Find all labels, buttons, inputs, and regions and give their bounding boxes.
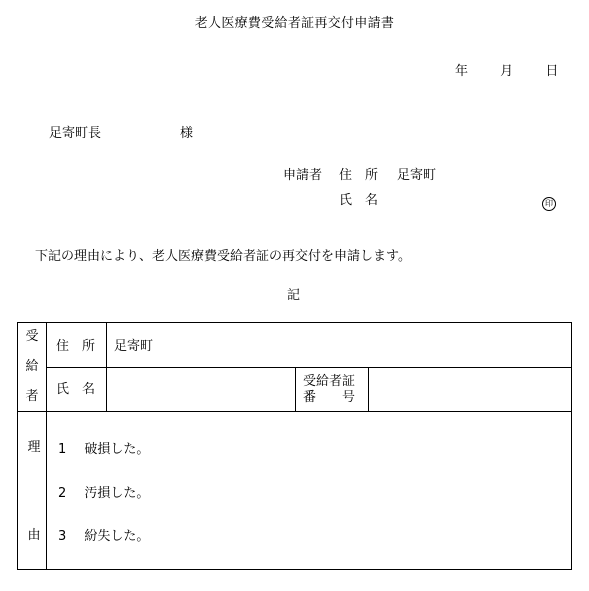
reason-item bbox=[58, 486, 149, 502]
col-divider-cert-right bbox=[368, 367, 369, 411]
reason-char-2: 由 bbox=[27, 528, 41, 543]
seal-icon bbox=[542, 195, 556, 211]
form-title: 老人医療費受給者証再交付申請書 bbox=[194, 16, 395, 31]
recipient-name: 足寄町長 bbox=[49, 126, 102, 141]
reason-text: 汚損した。 bbox=[84, 486, 150, 501]
date-line bbox=[455, 64, 558, 80]
recipient-char-3: 者 bbox=[25, 389, 39, 404]
ki-heading: 記 bbox=[287, 288, 301, 303]
seal-mark: 印 bbox=[542, 197, 556, 211]
reason-text: 紛失した。 bbox=[84, 529, 150, 544]
reason-number: 2 bbox=[58, 486, 67, 501]
col-divider-cert-left bbox=[295, 367, 296, 411]
reason-item bbox=[58, 529, 149, 545]
table-cert-label-line1: 受給者証 bbox=[303, 374, 356, 389]
recipient-honorific: 様 bbox=[180, 126, 194, 141]
recipient-table bbox=[17, 322, 572, 570]
table-address-label: 住 所 bbox=[56, 339, 96, 354]
col-divider-label bbox=[106, 323, 107, 411]
row-divider-2 bbox=[18, 411, 572, 412]
applicant-address-label: 住 所 bbox=[339, 168, 379, 183]
reason-char-1: 理 bbox=[27, 440, 41, 455]
applicant-name-label: 氏 名 bbox=[339, 193, 379, 208]
date-month: 月 bbox=[500, 64, 514, 79]
statement-text: 下記の理由により、老人医療費受給者証の再交付を申請します。 bbox=[35, 249, 411, 264]
recipient-char-2: 給 bbox=[25, 359, 39, 374]
reason-text: 破損した。 bbox=[84, 442, 150, 457]
reason-item bbox=[58, 442, 149, 458]
applicant-label: 申請者 bbox=[283, 168, 323, 183]
reason-number: 1 bbox=[58, 442, 67, 457]
table-name-label: 氏 名 bbox=[56, 382, 96, 397]
reason-number: 3 bbox=[58, 529, 67, 544]
row-divider-1 bbox=[46, 367, 572, 368]
recipient-char-1: 受 bbox=[25, 329, 39, 344]
table-address-value: 足寄町 bbox=[114, 339, 154, 354]
date-year: 年 bbox=[455, 64, 469, 79]
table-cert-label-line2: 番 号 bbox=[303, 390, 356, 405]
applicant-address-value: 足寄町 bbox=[397, 168, 437, 183]
date-day: 日 bbox=[545, 64, 559, 79]
